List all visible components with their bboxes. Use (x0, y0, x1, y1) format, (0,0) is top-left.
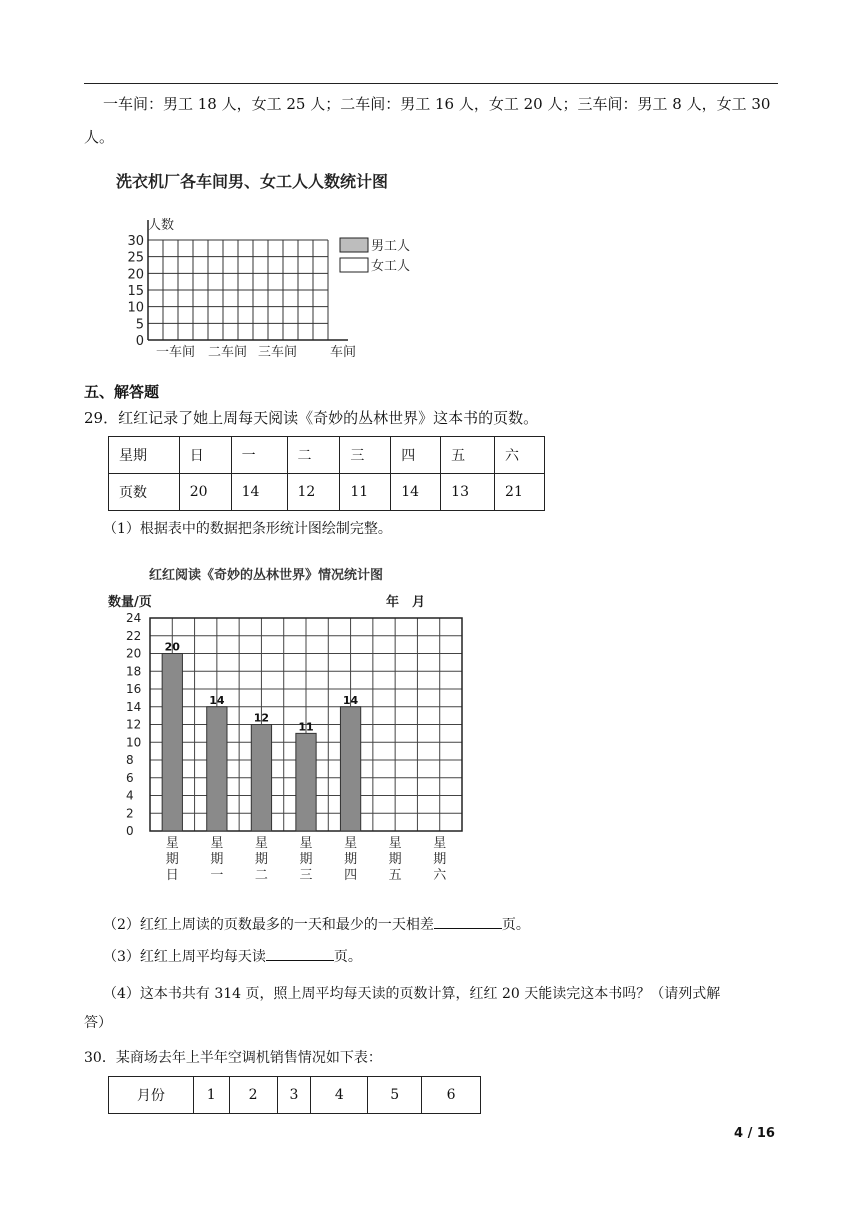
y-tick-label: 2 (126, 806, 134, 821)
q29-sub4-line1: （4）这本书共有 314 页，照上周平均每天读的页数计算，红红 20 天能读完这本书吗？（请列式解 (103, 986, 721, 1002)
y-tick-label: 5 (135, 317, 144, 333)
x-tick-label: 期 (388, 852, 402, 867)
bar (251, 725, 271, 832)
table-cell: 2 (229, 1077, 277, 1114)
table-cell: 14 (391, 474, 441, 511)
y-tick-label: 18 (126, 664, 142, 679)
bar (162, 654, 182, 832)
table-cell: 20 (179, 474, 231, 511)
bar (296, 733, 316, 831)
q29-sub2 (103, 912, 530, 936)
x-tick-label: 星 (210, 836, 224, 851)
q29-sub2-suffix: 页。 (501, 917, 530, 933)
y-tick-label: 16 (126, 682, 142, 696)
worker-chart-x-label-3: 三车间 (258, 345, 298, 360)
q29-sub2-text: （2）红红上周读的页数最多的一天和最少的一天相差 (103, 917, 434, 933)
table-row-header: 月份 (109, 1077, 194, 1114)
reading-chart-date-label: 年 月 (386, 595, 426, 610)
x-tick-label: 星 (254, 836, 268, 851)
q29-sub4-line2: 答） (84, 1015, 112, 1031)
x-tick-label: 期 (299, 852, 313, 867)
q30-table (108, 1076, 481, 1114)
q29-sub3 (103, 944, 362, 968)
x-tick-label: 期 (433, 852, 447, 867)
table-cell: 日 (179, 437, 231, 474)
y-tick-label: 30 (127, 234, 144, 249)
worker-chart-x-axis-label: 车间 (330, 345, 357, 360)
intro-text-line2: 人。 (84, 128, 115, 146)
worker-chart-x-label-2: 二车间 (208, 345, 248, 360)
legend-male-label: 男工人 (371, 239, 411, 254)
x-tick-label: 星 (388, 836, 402, 851)
y-tick-label: 12 (126, 717, 142, 732)
table-cell: 四 (391, 437, 441, 474)
table-cell: 5 (368, 1077, 422, 1114)
table-row-header: 页数 (109, 474, 180, 511)
answer-blank[interactable] (266, 944, 334, 961)
answer-blank[interactable] (434, 912, 502, 929)
q29-sub3-suffix: 页。 (333, 949, 362, 965)
q29-sub1: （1）根据表中的数据把条形统计图绘制完整。 (103, 521, 392, 537)
table-cell: 3 (277, 1077, 311, 1114)
bar-value-label: 14 (209, 693, 225, 707)
y-tick-label: 0 (135, 334, 144, 349)
x-tick-label: 星 (165, 836, 179, 851)
y-tick-label: 15 (127, 284, 144, 299)
y-tick-label: 6 (126, 770, 134, 785)
q29-table (108, 436, 545, 511)
table-row (109, 474, 545, 511)
reading-chart-x-labels (166, 836, 447, 883)
table-cell: 4 (311, 1077, 368, 1114)
table-cell: 13 (441, 474, 495, 511)
table-cell: 六 (495, 437, 545, 474)
q29-text: 29．红红记录了她上周每天阅读《奇妙的丛林世界》这本书的页数。 (84, 409, 539, 427)
worker-chart (108, 162, 438, 367)
x-tick-label: 五 (388, 868, 402, 883)
legend-male-swatch (340, 238, 368, 252)
table-cell: 12 (287, 474, 340, 511)
x-tick-label: 期 (165, 852, 179, 867)
table-cell: 三 (340, 437, 391, 474)
x-tick-label: 星 (433, 836, 447, 851)
worker-chart-title: 洗衣机厂各车间男、女工人人数统计图 (116, 172, 389, 191)
y-tick-label: 20 (126, 646, 142, 661)
y-tick-label: 14 (126, 699, 142, 714)
reading-bar-chart (104, 560, 470, 890)
bar-value-label: 14 (342, 693, 359, 707)
y-tick-label: 10 (127, 300, 144, 316)
x-tick-label: 期 (344, 852, 358, 867)
worker-chart-ylabel: 人数 (148, 218, 175, 233)
q30-text: 30．某商场去年上半年空调机销售情况如下表： (84, 1050, 382, 1066)
y-tick-label: 22 (126, 628, 142, 643)
table-cell: 14 (231, 474, 287, 511)
x-tick-label: 期 (210, 852, 224, 867)
y-tick-label: 20 (127, 267, 144, 283)
reading-chart-title: 红红阅读《奇妙的丛林世界》情况统计图 (149, 568, 384, 583)
bar-value-label: 11 (298, 720, 314, 734)
x-tick-label: 三 (299, 868, 313, 883)
x-tick-label: 日 (165, 868, 179, 883)
bar-value-label: 20 (164, 640, 180, 654)
worker-chart-x-label-1: 一车间 (156, 345, 196, 360)
table-cell: 五 (441, 437, 495, 474)
x-tick-label: 一 (210, 868, 224, 883)
x-tick-label: 四 (344, 868, 358, 883)
table-cell: 二 (287, 437, 340, 474)
q29-sub3-text: （3）红红上周平均每天读 (103, 949, 266, 965)
legend-female-label: 女工人 (371, 259, 411, 274)
y-tick-label: 25 (127, 250, 144, 266)
x-tick-label: 二 (254, 868, 268, 883)
y-tick-label: 24 (126, 611, 142, 625)
table-cell: 一 (231, 437, 287, 474)
section-heading: 五、解答题 (84, 383, 160, 401)
x-tick-label: 星 (299, 836, 313, 851)
table-cell: 21 (495, 474, 545, 511)
reading-chart-y-ticks (126, 611, 141, 838)
worker-chart-grid (148, 220, 348, 340)
y-tick-label: 4 (126, 788, 134, 803)
legend-female-swatch (340, 258, 368, 272)
header-rule (84, 83, 778, 84)
bar (340, 707, 360, 831)
page-number: 4 / 16 (734, 1126, 775, 1141)
bar (207, 707, 227, 831)
table-cell: 1 (193, 1077, 229, 1114)
table-row (109, 1077, 481, 1114)
y-tick-label: 8 (126, 753, 134, 767)
table-cell: 6 (422, 1077, 481, 1114)
x-tick-label: 星 (344, 836, 358, 851)
intro-text-line1: 一车间：男工 18 人，女工 25 人；二车间：男工 16 人，女工 20 人；三车间：男工 8 人，女工 30 (103, 95, 771, 113)
y-tick-label: 10 (126, 735, 142, 750)
table-cell: 11 (340, 474, 391, 511)
table-row-header: 星期 (109, 437, 180, 474)
bar-value-label: 12 (253, 711, 270, 725)
table-row (109, 437, 545, 474)
y-tick-label: 0 (126, 824, 134, 838)
worker-chart-y-ticks (127, 234, 144, 349)
x-tick-label: 六 (433, 868, 447, 883)
x-tick-label: 期 (254, 852, 268, 867)
reading-chart-ylabel: 数量/页 (108, 595, 152, 610)
